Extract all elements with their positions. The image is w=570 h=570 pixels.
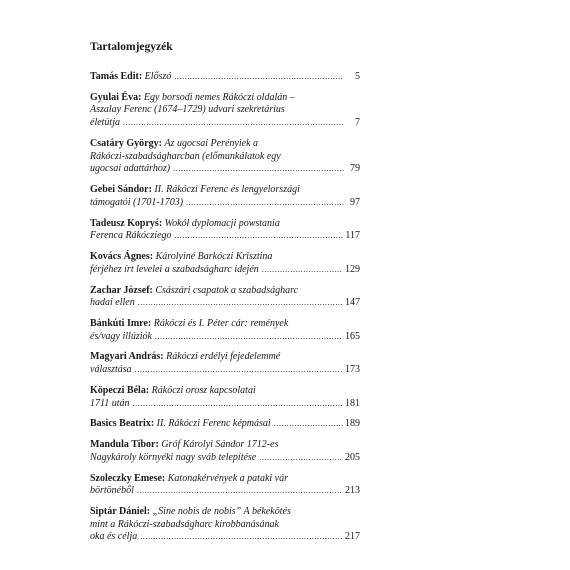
dot-leader: [138, 297, 343, 310]
toc-entry-line: [90, 297, 360, 310]
toc-entry-line: [90, 264, 360, 277]
toc-entry: [90, 138, 360, 176]
toc-entry-line: [90, 318, 360, 331]
dot-leader: [173, 163, 344, 176]
toc-entry-line: [90, 138, 360, 151]
dot-leader: [174, 71, 344, 84]
entry-page-number: 181: [345, 397, 360, 409]
toc-entry: [90, 506, 360, 544]
entry-author: Köpeczi Béla:: [90, 384, 150, 396]
entry-title: Az ugocsai Perényiek a: [164, 137, 259, 149]
entry-author: Gyulai Éva:: [90, 91, 142, 103]
entry-title: támogatói (1701-1703): [90, 196, 184, 208]
toc-entry-line: [90, 92, 360, 105]
entry-author: Gebei Sándor:: [90, 184, 152, 196]
toc-entry-line: [90, 218, 360, 231]
entry-page-number: 189: [345, 418, 360, 430]
toc-entry-line: [90, 519, 360, 532]
toc-entry-line: [90, 151, 360, 164]
entry-title: oka és célja: [90, 531, 138, 543]
toc-entry-line: [90, 197, 360, 210]
toc-entry-line: [90, 398, 360, 411]
table-of-contents: [90, 40, 360, 552]
entry-title: II. Rákóczi Ferenc képmásai: [156, 418, 271, 430]
entry-title: választása: [90, 364, 132, 376]
entry-title: II. Rákóczi Ferenc és lengyelországi: [154, 184, 300, 196]
toc-entry-line: [90, 230, 360, 243]
dot-leader: [259, 452, 343, 465]
entry-author: Tadeusz Kopryś:: [90, 217, 163, 229]
entry-title: Gróf Károlyi Sándor 1712-es: [161, 439, 279, 451]
entry-author: Csatáry György:: [90, 137, 162, 149]
entry-title: Nagykároly környéki nagy sváb telepítése: [90, 451, 257, 463]
toc-entry: [90, 418, 360, 431]
dot-leader: [155, 331, 343, 344]
entry-author: Kovács Ágnes:: [90, 251, 154, 263]
entry-page-number: 97: [350, 196, 360, 208]
entry-title: mint a Rákóczi-szabadságharc kirobbanásának: [90, 518, 279, 530]
entry-title: Wokół dyplomacji powstania: [164, 217, 280, 229]
entry-author: Bánkúti Imre:: [90, 317, 152, 329]
dot-leader: [262, 264, 343, 277]
toc-entry: [90, 473, 360, 498]
entry-page-number: 213: [345, 485, 360, 497]
toc-entry-line: [90, 117, 360, 130]
entry-page-number: 117: [345, 230, 360, 242]
entry-page-number: 173: [345, 364, 360, 376]
entry-title: és/vagy illúziók: [90, 330, 152, 342]
entry-page-number: 79: [350, 163, 360, 175]
toc-entry-line: [90, 364, 360, 377]
toc-entry-line: [90, 439, 360, 452]
dot-leader: [133, 398, 343, 411]
entry-author: Basics Beatrix:: [90, 418, 155, 430]
entry-author: Zachar József:: [90, 284, 153, 296]
toc-entry: [90, 351, 360, 376]
dot-leader: [274, 418, 343, 431]
entry-author: Mandula Tibor:: [90, 439, 159, 451]
dot-leader: [137, 485, 343, 498]
toc-entry-line: [90, 351, 360, 364]
dot-leader: [186, 197, 344, 210]
toc-entry-line: [90, 531, 360, 544]
entry-title: Előszó: [144, 71, 172, 82]
entry-title: Ferenca Rákócziego: [90, 230, 172, 242]
toc-entry-line: [90, 331, 360, 344]
entry-title: börtönéből: [90, 485, 134, 497]
entry-title: Rákóczi-szabadságharcban (előmunkálatok egy: [90, 150, 281, 162]
toc-entry: [90, 71, 360, 84]
entry-page-number: 217: [345, 531, 360, 543]
entry-title: Rákóczi erdélyi fejedelemmé: [166, 351, 281, 363]
toc-entry: [90, 318, 360, 343]
toc-entry: [90, 385, 360, 410]
toc-entry-line: [90, 506, 360, 519]
toc-entry-line: [90, 418, 360, 431]
entry-title: Egy borsodi nemes Rákóczi oldalán –: [143, 91, 295, 103]
toc-entry-line: [90, 285, 360, 298]
entry-title: férjéhez írt levelei a szabadságharc idején: [90, 263, 259, 275]
entry-title: ugocsai adattárhoz): [90, 163, 171, 175]
entry-author: Siptár Dániel:: [90, 506, 151, 518]
toc-entry-line: [90, 385, 360, 398]
toc-entry-line: [90, 251, 360, 264]
entry-title: Rákóczi és I. Péter cár: remények: [153, 317, 289, 329]
entry-title: Katonakérvények a pataki vár: [167, 472, 288, 484]
entry-title: Aszalay Ferenc (1674–1729) udvari szekretárius: [90, 104, 285, 116]
toc-entry: [90, 285, 360, 310]
toc-entry: [90, 184, 360, 209]
entry-author: Tamás Edit:: [90, 71, 143, 82]
entry-page-number: 7: [355, 117, 360, 129]
entry-title: „Sine nobis de nobis” A békekötés: [152, 506, 291, 518]
dot-leader: [135, 364, 343, 377]
toc-entry-line: [90, 163, 360, 176]
toc-entry: [90, 439, 360, 464]
entry-page-number: 165: [345, 330, 360, 342]
entry-title: hadai ellen: [90, 297, 135, 309]
entry-title: 1711 után: [90, 397, 130, 409]
toc-entry: [90, 218, 360, 243]
entry-page-number: 205: [345, 451, 360, 463]
toc-entries: [90, 71, 360, 544]
toc-entry: [90, 251, 360, 276]
entry-page-number: 5: [355, 71, 360, 82]
toc-heading: Tartalomjegyzék: [90, 41, 173, 53]
toc-entry-line: [90, 452, 360, 465]
toc-entry-line: [90, 71, 360, 84]
entry-title: életútja: [90, 117, 120, 129]
entry-title: Károlyiné Barkóczi Krisztina: [155, 251, 273, 263]
entry-title: Rákóczi orosz kapcsolatai: [151, 384, 256, 396]
dot-leader: [140, 531, 343, 544]
toc-entry-line: [90, 485, 360, 498]
toc-entry: [90, 92, 360, 130]
toc-entry-line: [90, 184, 360, 197]
entry-author: Szoleczky Emese:: [90, 472, 166, 484]
dot-leader: [175, 230, 344, 243]
toc-entry-line: [90, 473, 360, 486]
entry-page-number: 147: [345, 297, 360, 309]
dot-leader: [123, 117, 344, 130]
entry-author: Magyari András:: [90, 351, 164, 363]
toc-entry-line: [90, 104, 360, 117]
entry-title: Császári csapatok a szabadságharc: [155, 284, 299, 296]
entry-page-number: 129: [345, 263, 360, 275]
